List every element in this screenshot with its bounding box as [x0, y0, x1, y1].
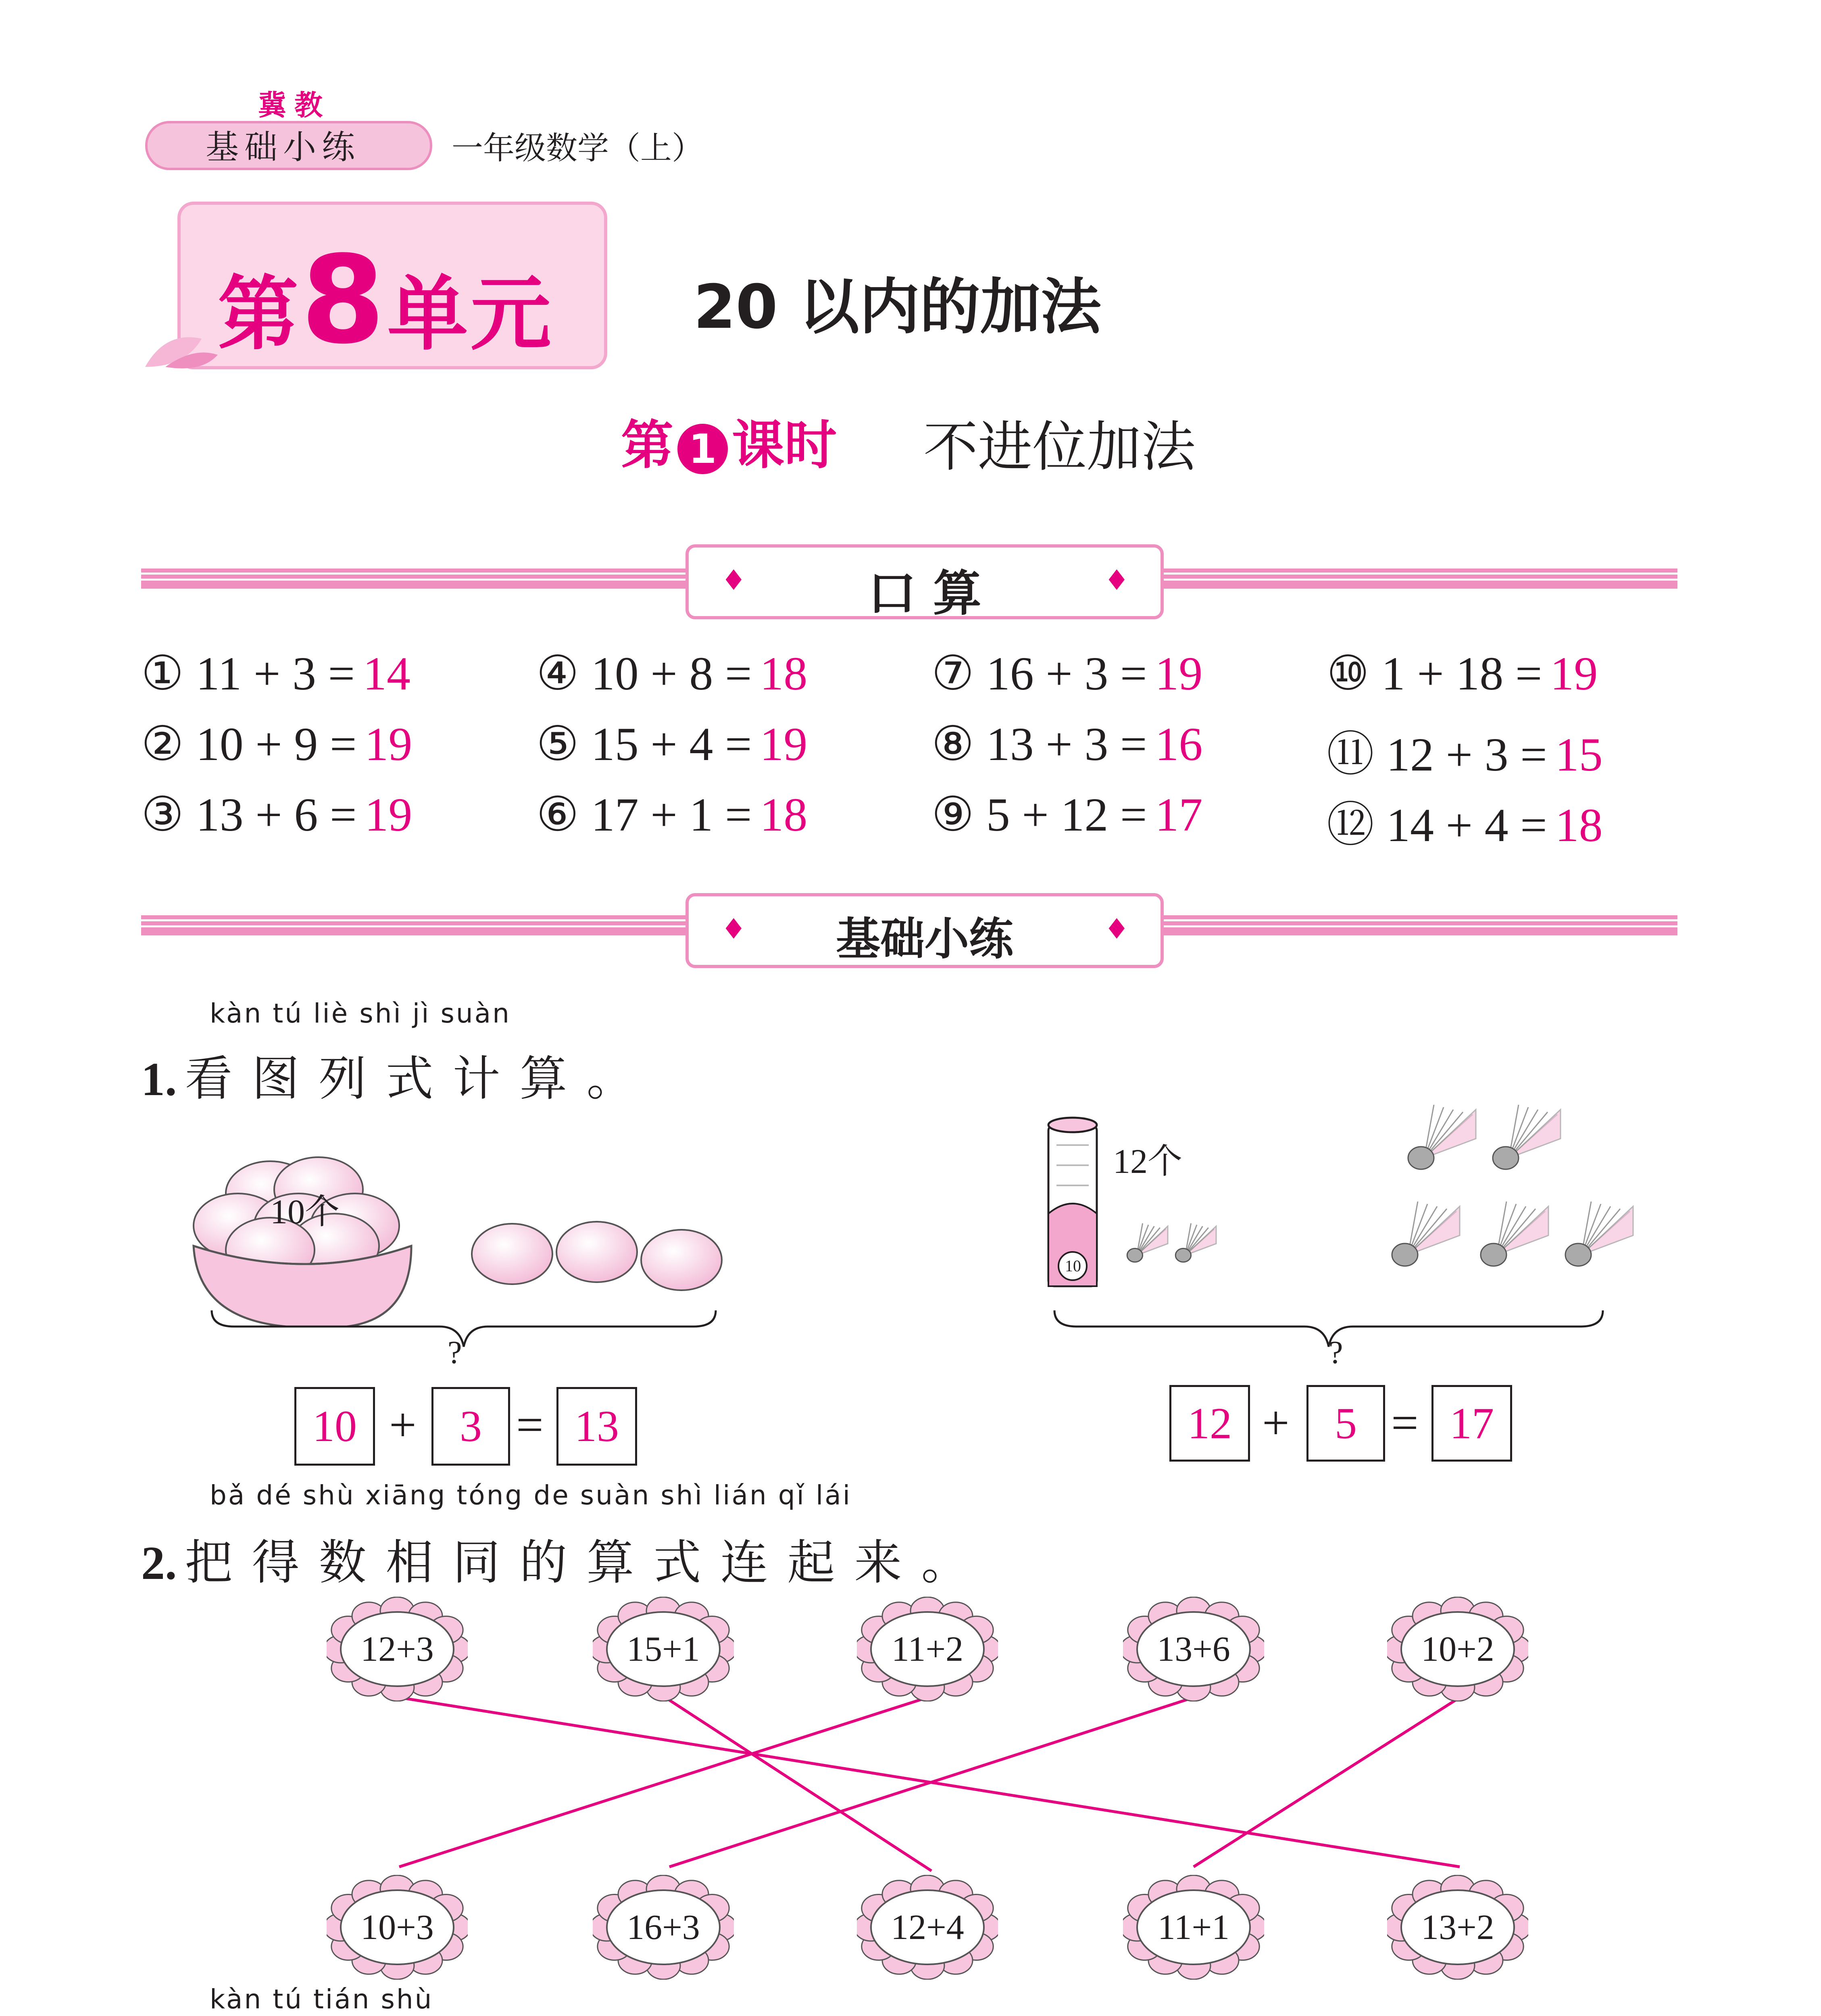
flower-label: 16+3	[627, 1908, 700, 1947]
item-number: ②	[141, 718, 184, 771]
flower-label: 13+6	[1157, 1630, 1230, 1669]
q1-left-box-c[interactable]: 13	[556, 1387, 637, 1466]
diamond-icon: ♦	[721, 564, 746, 597]
diamond-icon: ♦	[1104, 564, 1129, 597]
item-answer[interactable]: 19	[760, 718, 808, 771]
flower-label: 15+1	[627, 1630, 700, 1669]
item-number: ③	[141, 788, 184, 841]
q1-number: 1.	[141, 1053, 177, 1106]
item-expression: 1 + 18 =	[1381, 647, 1542, 700]
series-name: 基础小练	[206, 128, 361, 167]
item-number: ⑥	[536, 788, 579, 841]
unit-number: 8	[301, 230, 388, 371]
item-answer[interactable]: 19	[1550, 647, 1598, 700]
section-title-practice: 基础小练	[836, 913, 1013, 965]
lesson-suffix: 课时	[732, 414, 837, 476]
q1-right-box-b[interactable]: 5	[1306, 1385, 1385, 1462]
item-expression: 13 + 6 =	[196, 788, 357, 841]
q1-text: 看图列式计算。	[185, 1051, 654, 1106]
unit-prefix: 第	[218, 267, 301, 361]
q3-pinyin: kàn tú tián shù	[210, 1984, 433, 2015]
item-number: ⑩	[1327, 647, 1369, 700]
item-expression: 13 + 3 =	[986, 718, 1147, 771]
item-number: ④	[536, 647, 579, 700]
flower-label: 10+3	[360, 1908, 434, 1947]
item-expression: 5 + 12 =	[986, 788, 1147, 841]
q1-left-box-a[interactable]: 10	[294, 1387, 375, 1466]
item-expression: 17 + 1 =	[591, 788, 752, 841]
item-number: ⑦	[931, 647, 974, 700]
item-number: ⑤	[536, 718, 579, 771]
item-number: ⑧	[931, 718, 974, 771]
tube-label: 10	[1065, 1257, 1081, 1275]
diamond-icon: ♦	[1104, 912, 1129, 946]
flower-label: 10+2	[1421, 1630, 1494, 1669]
flower-label: 12+3	[360, 1630, 434, 1669]
q1-left-question: ?	[448, 1335, 462, 1370]
item-expression: 14 + 4 =	[1386, 799, 1547, 852]
flower-label: 11+1	[1157, 1908, 1230, 1947]
item-answer[interactable]: 16	[1155, 718, 1203, 771]
publisher-label: 冀教	[258, 89, 331, 122]
lesson-title: 不进位加法	[923, 415, 1196, 479]
q2-pinyin: bǎ dé shù xiāng tóng de suàn shì lián qǐ lái	[210, 1480, 852, 1511]
q1-right-box-a[interactable]: 12	[1169, 1385, 1250, 1462]
unit-topic: 20 以内的加法	[694, 272, 1101, 342]
q1-pinyin: kàn tú liè shì jì suàn	[210, 998, 511, 1029]
lesson-number: 1	[677, 424, 728, 474]
item-expression: 15 + 4 =	[591, 718, 752, 771]
item-answer[interactable]: 19	[365, 718, 413, 771]
unit-suffix: 单元	[387, 267, 554, 361]
item-number: ⑪	[1327, 728, 1375, 781]
plus-sign: +	[389, 1398, 417, 1452]
item-answer[interactable]: 17	[1155, 788, 1203, 841]
q2-text: 把得数相同的算式连起来。	[185, 1535, 988, 1590]
book-title: 一年级数学（上）	[452, 130, 704, 167]
item-answer[interactable]: 14	[363, 647, 411, 700]
item-answer[interactable]: 18	[760, 647, 808, 700]
item-number: ⑫	[1327, 799, 1375, 852]
item-answer[interactable]: 18	[760, 788, 808, 841]
item-expression: 12 + 3 =	[1386, 728, 1547, 781]
item-expression: 16 + 3 =	[986, 647, 1147, 700]
item-expression: 10 + 8 =	[591, 647, 752, 700]
item-number: ⑨	[931, 788, 974, 841]
q1-left-label: 10个	[270, 1192, 340, 1231]
item-answer[interactable]: 18	[1555, 799, 1603, 852]
item-answer[interactable]: 19	[1155, 647, 1203, 700]
diamond-icon: ♦	[721, 912, 746, 946]
flower-label: 11+2	[891, 1630, 964, 1669]
flower-label: 13+2	[1421, 1908, 1494, 1947]
item-answer[interactable]: 19	[365, 788, 413, 841]
equals-sign: =	[1391, 1396, 1419, 1450]
q1-right-label: 12个	[1113, 1142, 1182, 1181]
item-answer[interactable]: 15	[1555, 728, 1603, 781]
item-number: ①	[141, 647, 184, 700]
section-title-mental: 口 算	[868, 566, 981, 622]
q1-right-box-c[interactable]: 17	[1431, 1385, 1512, 1462]
lesson-prefix: 第	[621, 414, 674, 476]
q1-left-box-b[interactable]: 3	[431, 1387, 510, 1466]
plus-sign: +	[1262, 1396, 1290, 1450]
equals-sign: =	[516, 1398, 544, 1452]
q1-right-question: ?	[1329, 1335, 1343, 1370]
q2-number: 2.	[141, 1537, 177, 1589]
item-expression: 11 + 3 =	[196, 647, 355, 700]
flower-label: 12+4	[891, 1908, 964, 1947]
item-expression: 10 + 9 =	[196, 718, 357, 771]
